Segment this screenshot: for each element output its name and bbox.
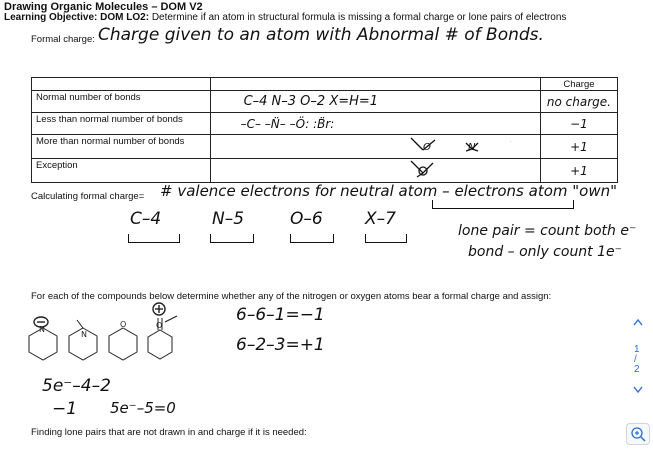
- formal-charge-label: Formal charge:: [31, 34, 95, 45]
- table-header-blank-2: [210, 78, 540, 91]
- row-label: Exception: [32, 159, 211, 183]
- compounds-instruction: For each of the compounds below determine whether any of the nitrogen or oxygen atoms bear a formal charge and assign:: [31, 291, 552, 302]
- charge-calc-5: 5e⁻–5=0: [110, 399, 176, 417]
- page-separator: /: [634, 354, 637, 365]
- row-label: Normal number of bonds: [32, 91, 211, 113]
- row-handwriting: [210, 159, 540, 183]
- row-charge: +1: [540, 135, 617, 159]
- chevron-down-icon[interactable]: [633, 386, 647, 397]
- svg-text:O: O: [422, 142, 431, 153]
- valence-c: C–4: [130, 209, 162, 229]
- learning-objective: [4, 12, 566, 23]
- table-row: [32, 159, 618, 183]
- compound-structures: [25, 302, 185, 372]
- bracket: [128, 234, 180, 243]
- row-handwriting: –C– –N̈– –Ö: :B̈r:: [210, 113, 540, 135]
- zoom-in-icon: [627, 424, 649, 444]
- page-total: 2: [634, 364, 640, 375]
- row-label: Less than normal number of bonds: [32, 113, 211, 135]
- lone-pairs-instruction: Finding lone pairs that are not drawn in and charge if it is needed:: [31, 427, 307, 438]
- bond-note: bond – only count 1e⁻: [468, 244, 623, 260]
- bond-table: [31, 77, 618, 183]
- valence-n: N–5: [212, 209, 245, 229]
- row-charge: −1: [540, 113, 617, 135]
- atom-label: O: [156, 321, 163, 330]
- valence-o: O–6: [290, 209, 323, 229]
- row-label: More than normal number of bonds: [32, 135, 211, 159]
- exception-sketch: [211, 159, 511, 179]
- page-current: 1: [634, 344, 640, 355]
- table-row: [32, 135, 618, 159]
- lone-pair-note: lone pair = count both e⁻: [458, 223, 637, 239]
- bracket: [210, 234, 254, 243]
- objective-label: Learning Objective:: [4, 12, 98, 23]
- bracket: [365, 234, 407, 243]
- charge-calc-4: −1: [52, 399, 78, 419]
- objective-text: Determine if an atom in structural formula is missing a formal charge or lone pairs of electrons: [151, 12, 567, 23]
- calculating-label: Calculating formal charge=: [31, 191, 145, 202]
- more-bonds-sketch: [211, 135, 511, 155]
- table-row: [32, 113, 618, 135]
- document-title: Drawing Organic Molecules – DOM V2: [4, 1, 203, 13]
- formula-handwriting: # valence electrons for neutral atom – electrons atom "own": [160, 182, 618, 200]
- objective-code: DOM LO2:: [100, 12, 150, 23]
- atom-label: O: [120, 320, 127, 329]
- row-charge: no charge.: [540, 91, 617, 113]
- svg-text:N: N: [467, 142, 476, 153]
- atom-label: N: [39, 325, 45, 334]
- row-charge: +1: [540, 159, 617, 183]
- row-handwriting: [210, 135, 540, 159]
- charge-header: Charge: [540, 78, 617, 91]
- charge-calc-3: 5e⁻–4–2: [42, 376, 111, 396]
- zoom-in-button[interactable]: [626, 423, 650, 445]
- bracket: [290, 234, 334, 243]
- table-header-blank: [32, 78, 211, 91]
- charge-calc-1: 6–6–1=−1: [236, 305, 325, 325]
- charge-calc-2: 6–2–3=+1: [236, 335, 325, 355]
- formal-charge-definition: Charge given to an atom with Abnormal # of Bonds.: [98, 25, 544, 45]
- row-handwriting: C–4 N–3 O–2 X=H=1: [210, 91, 540, 113]
- bracket: [432, 200, 574, 209]
- chevron-up-icon[interactable]: [633, 318, 647, 329]
- table-row: [32, 91, 618, 113]
- valence-x: X–7: [365, 209, 396, 229]
- atom-label: N: [81, 330, 87, 339]
